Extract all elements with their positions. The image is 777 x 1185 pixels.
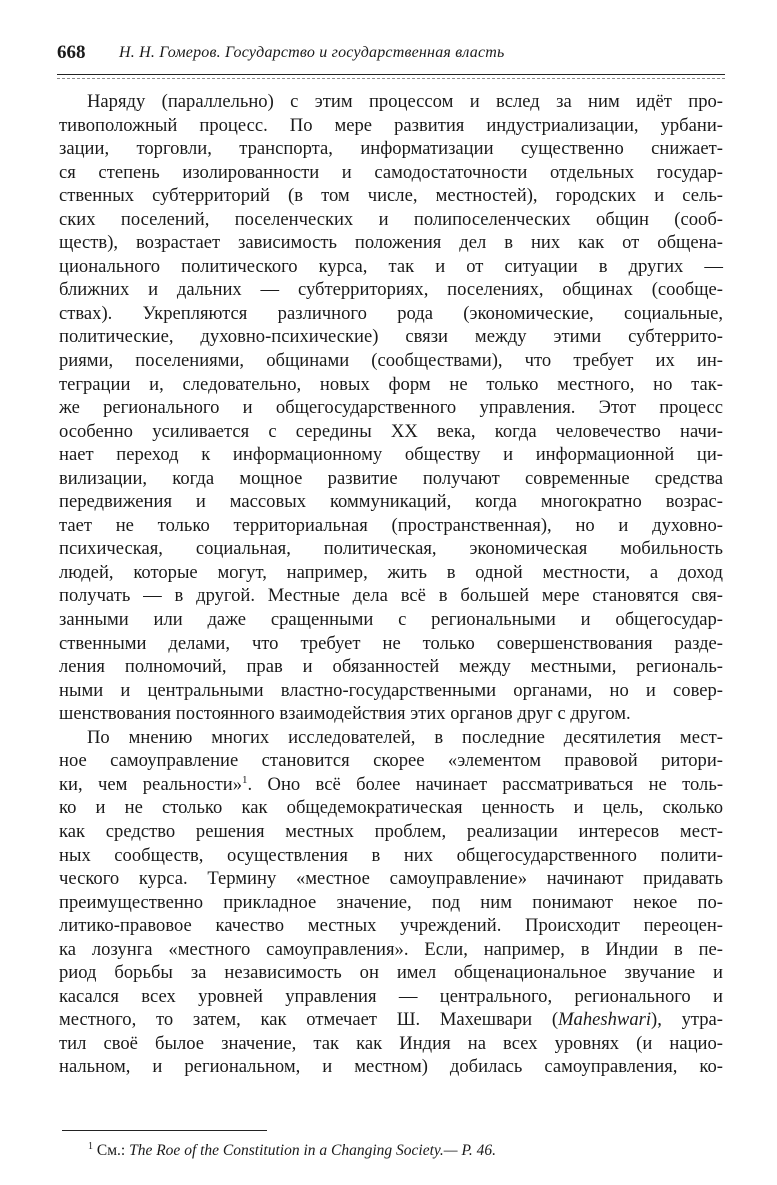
text-line: нальном, и региональном, и местном) добилась самоуправления, ко- bbox=[59, 1056, 723, 1078]
footnote bbox=[88, 1141, 496, 1160]
text-line: теграции и, следовательно, новых форм не только местного, но так- bbox=[59, 373, 723, 395]
text-line: ских поселений, поселенческих и полипоселенческих общин (сооб- bbox=[59, 208, 723, 230]
running-head: Н. Н. Гомеров. Государство и государственная власть bbox=[119, 44, 505, 61]
text-line: риод борьбы за независимость он имел общенациональное звучание и bbox=[59, 962, 723, 984]
text-line: Наряду (параллельно) с этим процессом и вслед за ним идёт про- bbox=[87, 91, 723, 112]
text-line: ственных субтерриторий (в том числе, местностей), городских и сель- bbox=[59, 185, 723, 207]
text-line: ное самоуправление становится скорее «элементом правовой ритори- bbox=[59, 750, 723, 772]
text-line: получать — в другой. Местные дела всё в большей мере становятся свя- bbox=[59, 585, 723, 607]
text-line: По мнению многих исследователей, в последние десятилетия мест- bbox=[87, 726, 723, 748]
footnote-reference[interactable]: 1 bbox=[242, 773, 248, 786]
header-rule-secondary bbox=[57, 78, 725, 79]
text-line: ственными делами, что требует не только совершенствования разде- bbox=[59, 632, 723, 654]
text-line: касался всех уровней управления — центрального, регионального и bbox=[59, 985, 723, 1007]
text-line: людей, которые могут, например, жить в одной местности, а доход bbox=[59, 561, 723, 583]
page-header bbox=[57, 40, 722, 70]
text-line: ществ), возрастает зависимость положения дел в них как от общена- bbox=[59, 232, 723, 254]
text-line-with-footnote-ref bbox=[59, 773, 723, 797]
text-line: особенно усиливается с середины XX века, когда человечество начи- bbox=[59, 420, 723, 442]
footnote-title: The Roe of the Constitution in a Changing Society.— P. 46. bbox=[129, 1142, 497, 1160]
text-line: же регионального и общегосударственного управления. Этот процесс bbox=[59, 397, 723, 419]
text-line: ближних и дальних — субтерриториях, поселениях, общинах (сообще- bbox=[59, 279, 723, 301]
page-number: 668 bbox=[57, 42, 86, 63]
text-line: ления полномочий, прав и обязанностей между местными, региональ- bbox=[59, 656, 723, 678]
text-line: тивоположный процесс. По мере развития индустриализации, урбани- bbox=[59, 114, 723, 136]
text-segment: . Оно всё более начинает рассматриваться не толь- bbox=[247, 773, 724, 795]
text-line: ствах). Укрепляются различного рода (экономические, социальные, bbox=[59, 302, 723, 324]
italic-name: Maheshwari bbox=[558, 1009, 652, 1031]
text-segment: ки, чем реальности» bbox=[59, 773, 243, 795]
text-line: ционального политического курса, так и от ситуации в других — bbox=[59, 255, 723, 277]
footnote-rule bbox=[62, 1130, 267, 1131]
text-line: психическая, социальная, политическая, экономическая мобильность bbox=[59, 538, 723, 560]
text-line: риями, поселениями, общинами (сообществами), что требует их ин- bbox=[59, 350, 723, 372]
text-line: шенствования постоянного взаимодействия этих органов друг с другом. bbox=[59, 703, 631, 725]
text-line: литико-правовое качество местных учреждений. Происходит переоцен- bbox=[59, 915, 723, 937]
text-line: преимущественно прикладное значение, под ним понимают некое по- bbox=[59, 891, 723, 913]
text-line: ка лозунга «местного самоуправления». Если, например, в Индии в пе- bbox=[59, 938, 723, 960]
text-line: ными и центральными властно-государственными органами, но и совер- bbox=[59, 679, 723, 701]
text-line: нает переход к информационному обществу и информационной ци- bbox=[59, 444, 723, 466]
footnote-mark: 1 bbox=[88, 1141, 93, 1152]
text-line: занными или даже сращенными с региональными и общегосудар- bbox=[59, 609, 723, 631]
text-line: вилизации, когда мощное развитие получают современные средства bbox=[59, 467, 723, 489]
text-line: ных сообществ, осуществления в них общегосударственного полити- bbox=[59, 844, 723, 866]
text-line: ко и не столько как общедемократическая ценность и цель, сколько bbox=[59, 797, 723, 819]
text-line: политические, духовно-психические) связи между этими субтеррито- bbox=[59, 326, 723, 348]
text-line: зации, торговли, транспорта, информатизации существенно снижает- bbox=[59, 138, 723, 160]
text-line: ся степень изолированности и самодостаточности отдельных государ- bbox=[59, 161, 723, 183]
text-line: ческого курса. Термину «местное самоуправление» начинают придавать bbox=[59, 868, 723, 890]
text-line: как средство решения местных проблем, реализации интересов мест- bbox=[59, 820, 723, 842]
text-segment: ), утра- bbox=[651, 1009, 724, 1031]
body-text bbox=[59, 90, 723, 1079]
text-line: тил своё былое значение, так как Индия на всех уровнях (и нацио- bbox=[59, 1032, 723, 1054]
footnote-prefix: См.: bbox=[96, 1142, 130, 1160]
text-line: передвижения и массовых коммуникаций, когда многократно возрас- bbox=[59, 491, 723, 513]
text-segment: местного, то затем, как отмечает Ш. Махешвари ( bbox=[59, 1009, 559, 1031]
header-rule bbox=[57, 74, 725, 75]
text-line-with-italic bbox=[59, 1008, 723, 1032]
text-line: тает не только территориальная (пространственная), но и духовно- bbox=[59, 514, 723, 536]
